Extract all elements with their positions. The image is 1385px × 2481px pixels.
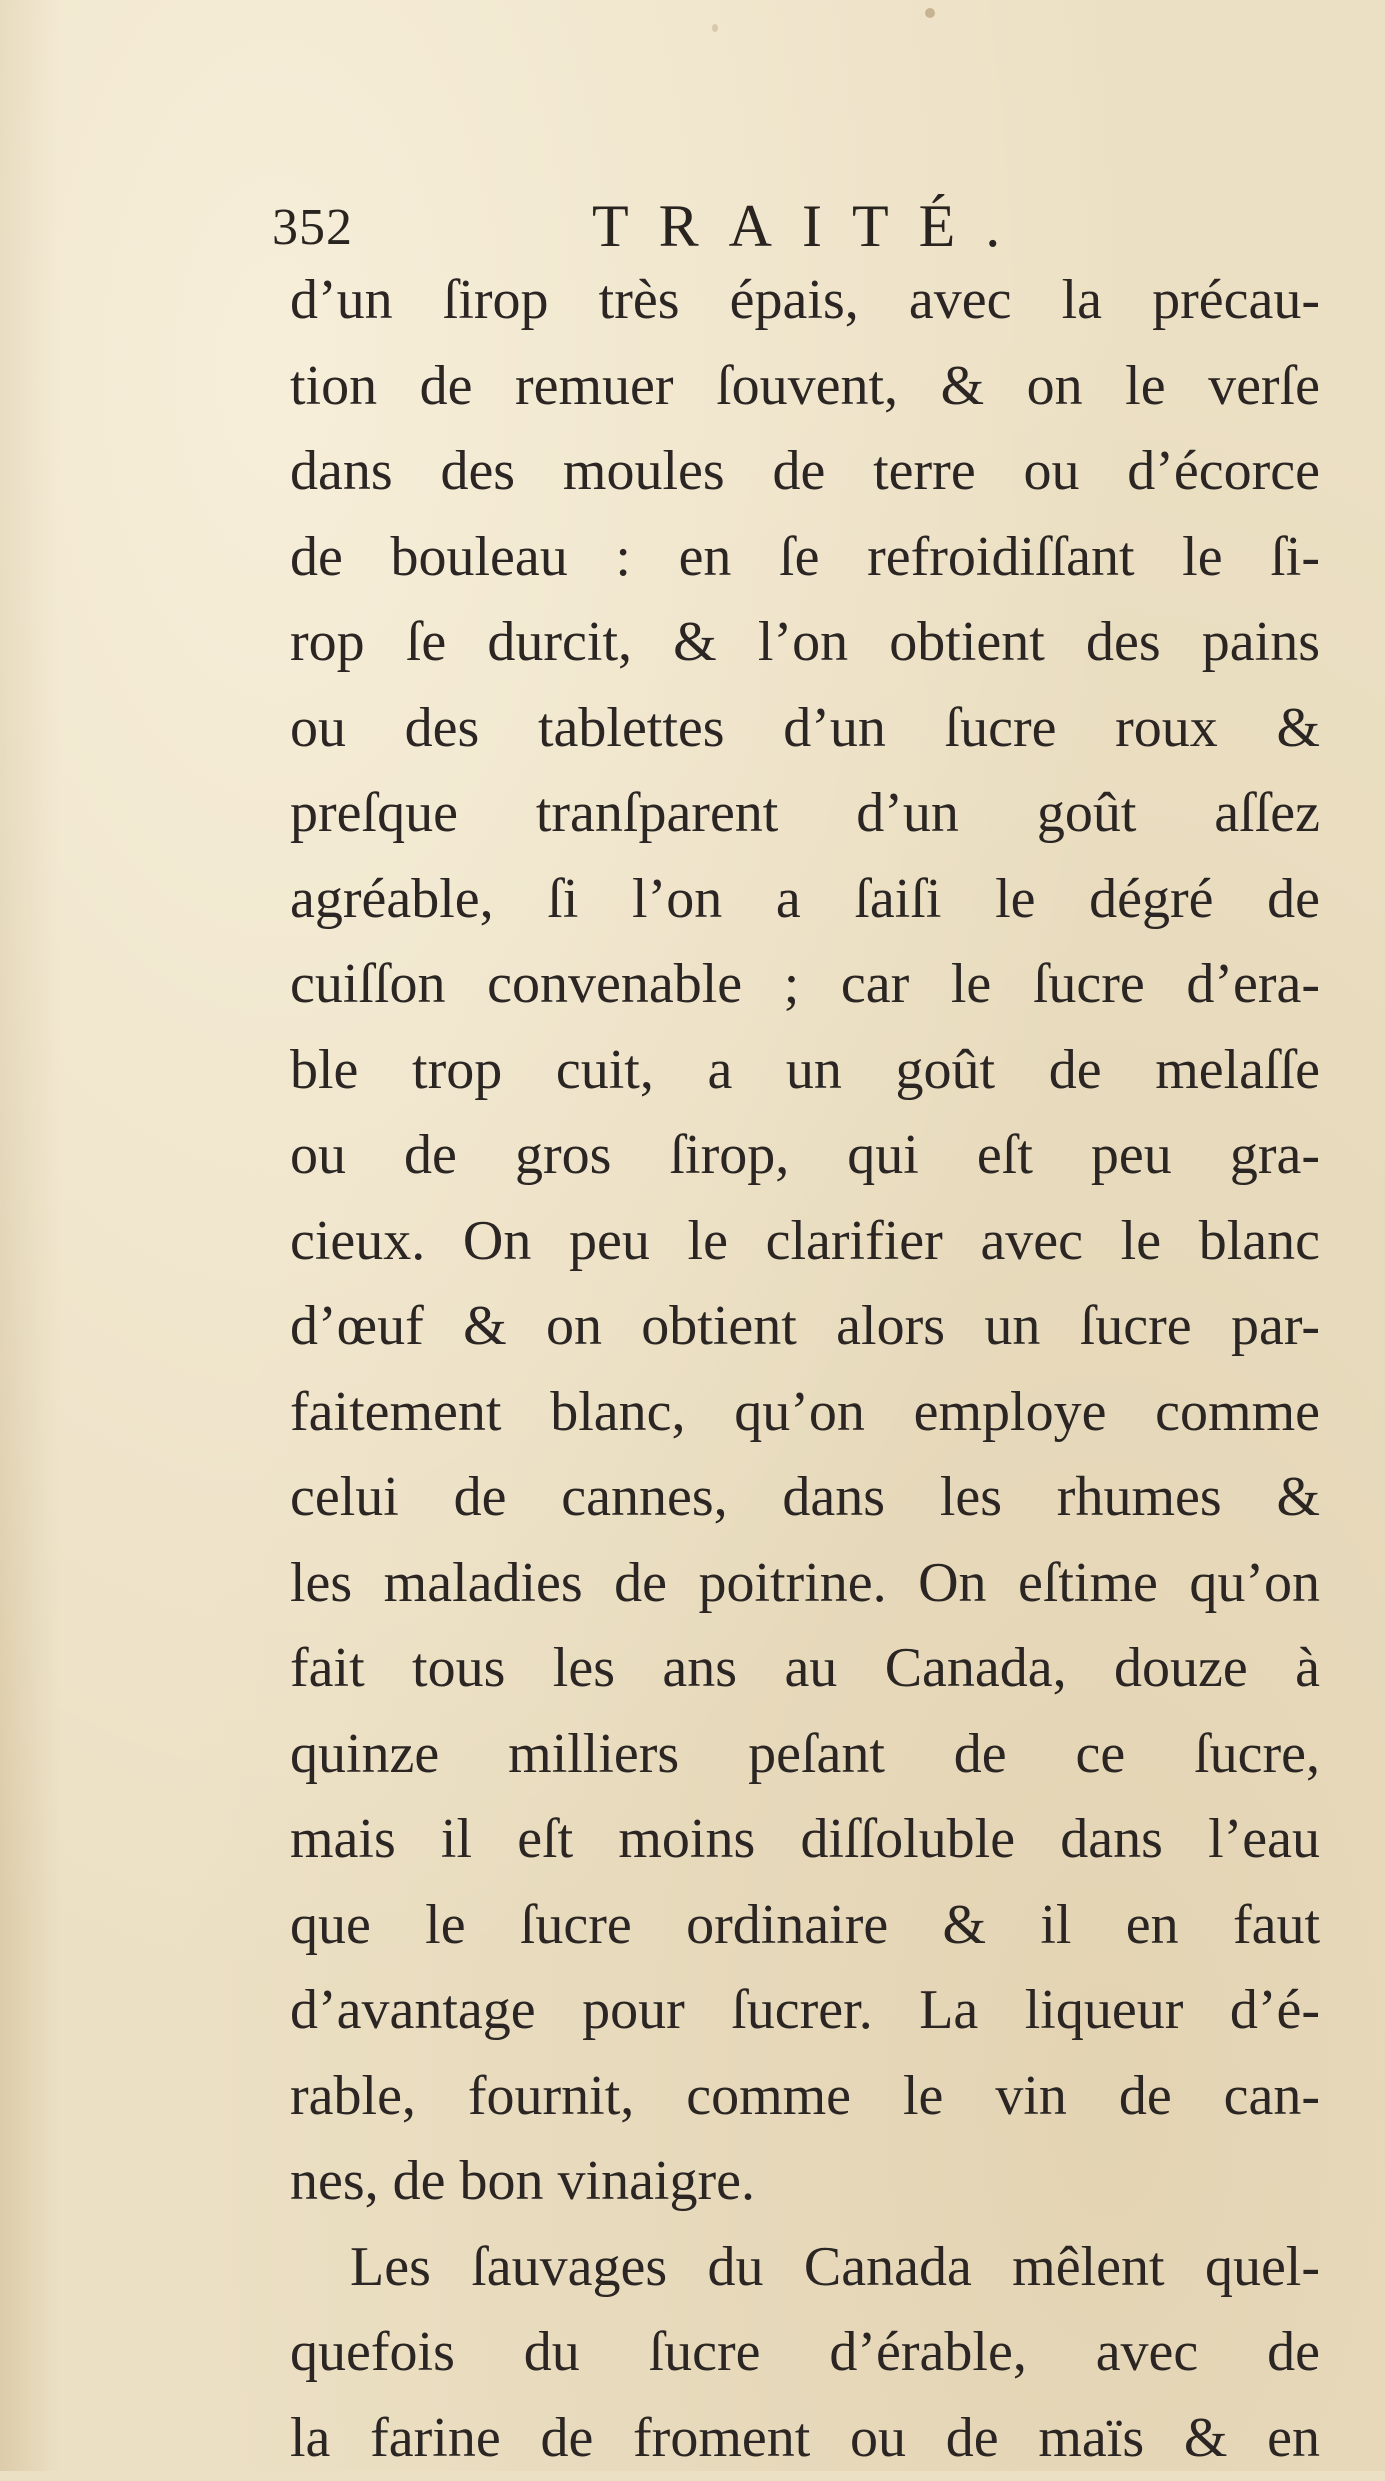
running-head: TRAITÉ. [592,192,1030,261]
text-line: celui de cannes, dans les rhumes & [290,1455,1320,1541]
text-line: ou des tablettes d’un ſucre roux & [290,686,1320,772]
text-line: d’un ſirop très épais, avec la précau- [290,258,1320,344]
text-line: faitement blanc, qu’on employe comme [290,1370,1320,1456]
text-line: d’œuf & on obtient alors un ſucre par- [290,1284,1320,1370]
text-line: quinze milliers peſant de ce ſucre, [290,1712,1320,1798]
text-line: agréable, ſi l’on a ſaiſi le dégré de [290,857,1320,943]
text-line: la farine de froment ou de maïs & en [290,2396,1320,2481]
text-line: de bouleau : en ſe refroidiſſant le ſi- [290,515,1320,601]
text-line: tion de remuer ſouvent, & on le verſe [290,344,1320,430]
text-line: fait tous les ans au Canada, douze à [290,1626,1320,1712]
text-line: rable, fournit, comme le vin de can- [290,2054,1320,2140]
text-line: ou de gros ſirop, qui eſt peu gra- [290,1113,1320,1199]
text-line: cieux. On peu le clarifier avec le blanc [290,1199,1320,1285]
text-line: d’avantage pour ſucrer. La liqueur d’é- [290,1968,1320,2054]
paragraph-end-line: nes, de bon vinaigre. [290,2139,1320,2225]
text-line: cuiſſon convenable ; car le ſucre d’era- [290,942,1320,1028]
paragraph-start-line: Les ſauvages du Canada mêlent quel- [290,2225,1320,2311]
ink-spot [925,8,935,18]
body-text [290,258,1320,2481]
text-line: rop ſe durcit, & l’on obtient des pains [290,600,1320,686]
ink-spot [712,24,718,32]
page-header [272,188,1332,268]
text-line: les maladies de poitrine. On eſtime qu’on [290,1541,1320,1627]
page-number: 352 [272,198,353,257]
text-line: mais il eſt moins diſſoluble dans l’eau [290,1797,1320,1883]
text-line: que le ſucre ordinaire & il en faut [290,1883,1320,1969]
text-line: dans des moules de terre ou d’écorce [290,429,1320,515]
text-line: ble trop cuit, a un goût de melaſſe [290,1028,1320,1114]
text-line: quefois du ſucre d’érable, avec de [290,2310,1320,2396]
text-line: preſque tranſparent d’un goût aſſez [290,771,1320,857]
